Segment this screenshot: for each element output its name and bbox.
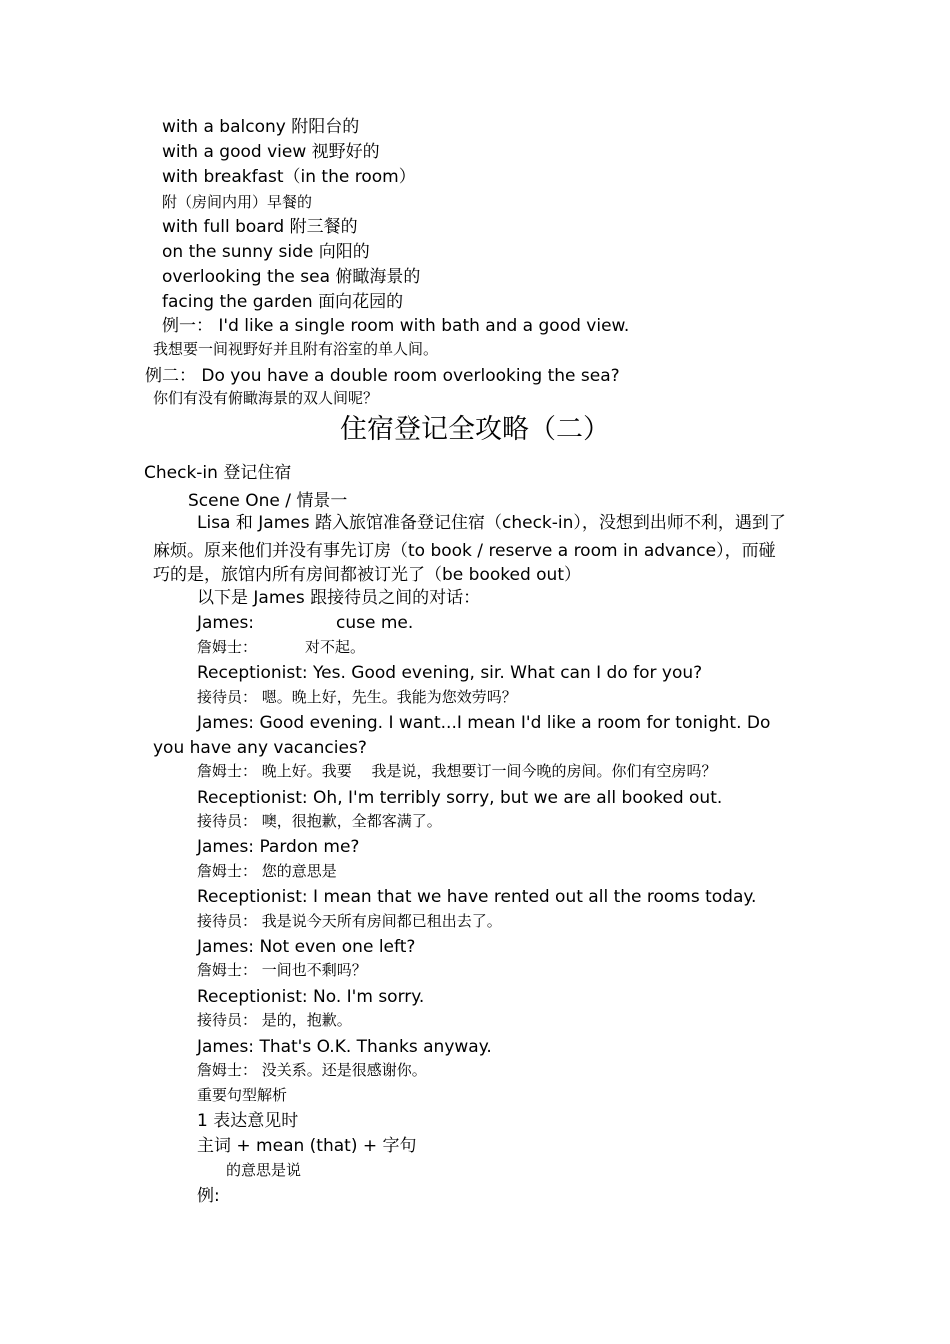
dialogue-zh: 接待员： 噢，很抱歉，全都客满了。 [197,812,442,830]
dialogue-en: James: Pardon me? [197,837,360,857]
dialogue-en: James: Not even one left? [197,937,416,957]
phrase-line: with full board 附三餐的 [162,217,358,237]
speaker-name: 詹姆士： [197,638,258,656]
analysis-example: 例: [197,1186,220,1206]
intro-text: Lisa 和 James 踏入旅馆准备登记住宿（check-in），没想到出师不利，遇到了 [197,513,786,533]
intro-line [153,515,808,532]
dialogue-zh: 接待员： 嗯。晚上好，先生。我能为您效劳吗？ [197,688,517,706]
section-heading: Check-in 登记住宿 [144,463,292,483]
phrase-line: overlooking the sea 俯瞰海景的 [162,267,421,287]
page-title: 住宿登记全攻略（二） [340,414,610,445]
scene-heading: Scene One / 情景一 [188,491,348,511]
phrase-line: with a balcony 附阳台的 [162,117,360,137]
phrase-line: with breakfast（in the room） [162,167,416,187]
dialogue-en: you have any vacancies? [153,738,367,758]
phrase-line: facing the garden 面向花园的 [162,292,404,312]
dialogue-zh: 接待员： 是的，抱歉。 [197,1011,352,1029]
analysis-point: 1 表达意见时 [197,1111,299,1131]
analysis-meaning: 的意思是说 [226,1161,302,1179]
dialogue-text: cuse me. [336,613,414,633]
example-two-en: 例二： Do you have a double room overlooking the sea? [145,366,620,386]
dialogue-en: Receptionist: I mean that we have rented out all the rooms today. [197,887,757,907]
example-one-en: 例一： I'd like a single room with bath and a good view. [162,316,630,336]
intro-line: 以下是 James 跟接待员之间的对话： [197,588,481,608]
phrase-line: on the sunny side 向阳的 [162,242,370,262]
dialogue-en: James: That's O.K. Thanks anyway. [197,1037,492,1057]
dialogue-zh: 詹姆士： 没关系。还是很感谢你。 [197,1061,427,1079]
dialogue-text: 对不起。 [305,638,366,656]
dialogue-en: James: Good evening. I want...I mean I'd like a room for tonight. Do [197,713,771,733]
phrase-line: with a good view 视野好的 [162,142,380,162]
dialogue-en: Receptionist: Yes. Good evening, sir. What can I do for you? [197,663,703,683]
dialogue-en: Receptionist: No. I'm sorry. [197,987,425,1007]
speaker-name: James: [197,613,255,633]
example-one-zh: 我想要一间视野好并且附有浴室的单人间。 [153,340,439,358]
dialogue-zh: 詹姆士： 您的意思是 [197,862,337,880]
analysis-pattern: 主词 + mean (that) + 字句 [197,1136,417,1156]
dialogue-zh: 詹姆士： 晚上好。我要 我是说，我想要订一间今晚的房间。你们有空房吗？ [197,762,717,780]
dialogue-zh: 詹姆士： 一间也不剩吗？ [197,961,367,979]
example-two-zh: 你们有没有俯瞰海景的双人间呢？ [153,389,379,407]
dialogue-en [197,613,414,633]
dialogue-en: Receptionist: Oh, I'm terribly sorry, but we are all booked out. [197,788,723,808]
dialogue-zh: 接待员： 我是说今天所有房间都已租出去了。 [197,912,502,930]
dialogue-zh [197,638,366,656]
analysis-heading: 重要句型解析 [197,1086,288,1104]
intro-line: 麻烦。原来他们并没有事先订房（to book / reserve a room in advance），而碰 [153,541,776,561]
phrase-line: 附（房间内用）早餐的 [162,193,313,211]
intro-line: 巧的是，旅馆内所有房间都被订光了（be booked out） [153,565,581,585]
